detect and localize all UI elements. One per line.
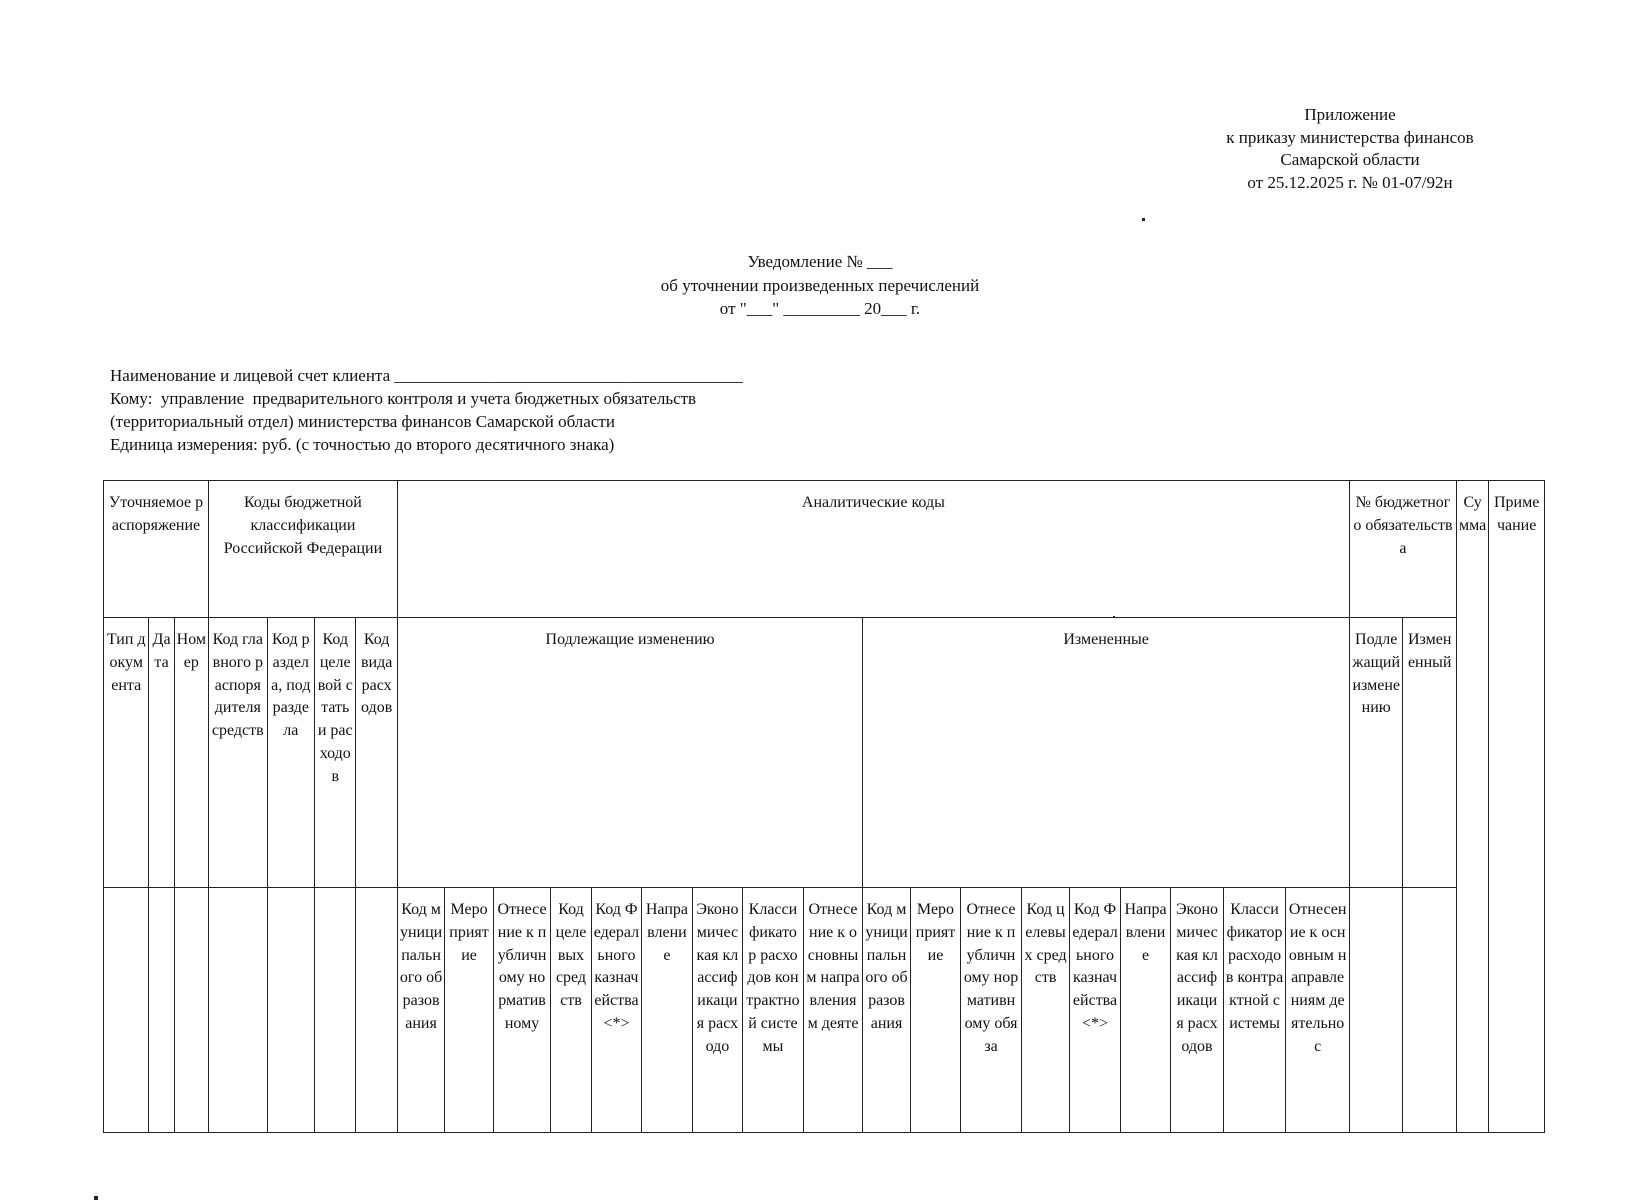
header-obligation-changed: Измененный — [1403, 618, 1457, 888]
header-order: Уточняемое распоряжение — [104, 481, 209, 618]
empty-cell — [1403, 888, 1457, 1133]
notice-subtitle: об уточнении произведенных перечислений — [660, 275, 980, 295]
empty-cell — [267, 888, 314, 1133]
header-expense-type-code: Код вида расходов — [356, 618, 397, 888]
appendix-line-4: от 25.12.2025 г. № 01-07/92н — [1247, 172, 1453, 192]
appendix-line-3: Самарской области — [1280, 150, 1420, 170]
recipient-line: Кому: управление предварительного контроля и учета бюджетных обязательств — [110, 389, 697, 408]
subheader-cell: Код целевых средств — [1021, 888, 1069, 1133]
subheader-cell: Мероприятие — [910, 888, 960, 1133]
subheader-cell: Направление — [642, 888, 692, 1133]
scan-speck — [1142, 218, 1145, 221]
notice-title: Уведомление № ___ — [747, 252, 893, 271]
subheader-cell: Код Федерального казначейства <*> — [1070, 888, 1120, 1133]
subheader-cell: Классификатор расходов контрактной системы — [743, 888, 804, 1133]
header-grbs-code: Код главного распорядителя средств — [209, 618, 268, 888]
header-date: Дата — [149, 618, 174, 888]
header-number: Номер — [174, 618, 208, 888]
header-analytic-codes: Аналитические коды — [397, 481, 1349, 618]
header-note: Примечание — [1489, 481, 1545, 1133]
header-obligation-number: № бюджетного обязательства — [1349, 481, 1456, 618]
empty-cell — [356, 888, 397, 1133]
subheader-cell: Экономическая классификация расходов — [1171, 888, 1224, 1133]
empty-cell — [104, 888, 149, 1133]
subheader-cell: Отнесение к публичному нормативному обяза — [961, 888, 1022, 1133]
subheader-cell: Экономическая классификация расходо — [692, 888, 742, 1133]
subheader-cell: Направление — [1120, 888, 1170, 1133]
subheader-cell: Отнесение к публичному нормативному — [493, 888, 551, 1133]
appendix-line-2: к приказу министерства финансов — [1226, 127, 1474, 147]
subheader-cell: Код целевых средств — [551, 888, 591, 1133]
empty-cell — [149, 888, 174, 1133]
header-sum: Сумма — [1456, 481, 1488, 1133]
header-section-code: Код раздела, подраздела — [267, 618, 314, 888]
client-name-line: Наименование и лицевой счет клиента _________________________________________ — [110, 366, 743, 385]
empty-cell — [209, 888, 268, 1133]
client-info — [110, 364, 743, 456]
subheader-cell: Мероприятие — [445, 888, 493, 1133]
subheader-cell: Код Федерального казначейства <*> — [591, 888, 641, 1133]
subheader-cell: Отнесение к основным направлениям деяте — [803, 888, 863, 1133]
department-line: (территориальный отдел) министерства финансов Самарской области — [110, 412, 615, 431]
subheader-cell: Классификатор расходов контрактной системы — [1223, 888, 1286, 1133]
header-changed: Измененные — [863, 618, 1350, 888]
empty-cell — [174, 888, 208, 1133]
subheader-cell: Отнесение к основным направлениям деятельнос — [1286, 888, 1350, 1133]
header-to-change: Подлежащие изменению — [397, 618, 862, 888]
notice-date-line: от "___" _________ 20___ г. — [719, 299, 921, 318]
notice-heading — [580, 250, 1060, 321]
subheader-cell: Код муниципального образования — [397, 888, 444, 1133]
appendix-block — [1170, 104, 1530, 194]
empty-cell — [315, 888, 356, 1133]
empty-cell — [1349, 888, 1403, 1133]
subheader-cell: Код муниципального образования — [863, 888, 910, 1133]
notice-table — [103, 480, 1545, 1133]
header-target-code: Код целевой статьи расходов — [315, 618, 356, 888]
scan-speck — [94, 1196, 98, 1200]
header-bk-codes: Коды бюджетной классификации Российской Федерации — [209, 481, 398, 618]
scan-speck — [1113, 616, 1115, 618]
header-obligation-to-change: Подлежащий изменению — [1349, 618, 1403, 888]
header-doc-type: Тип документа — [104, 618, 149, 888]
appendix-line-1: Приложение — [1304, 105, 1396, 124]
unit-line: Единица измерения: руб. (с точностью до второго десятичного знака) — [110, 435, 615, 454]
